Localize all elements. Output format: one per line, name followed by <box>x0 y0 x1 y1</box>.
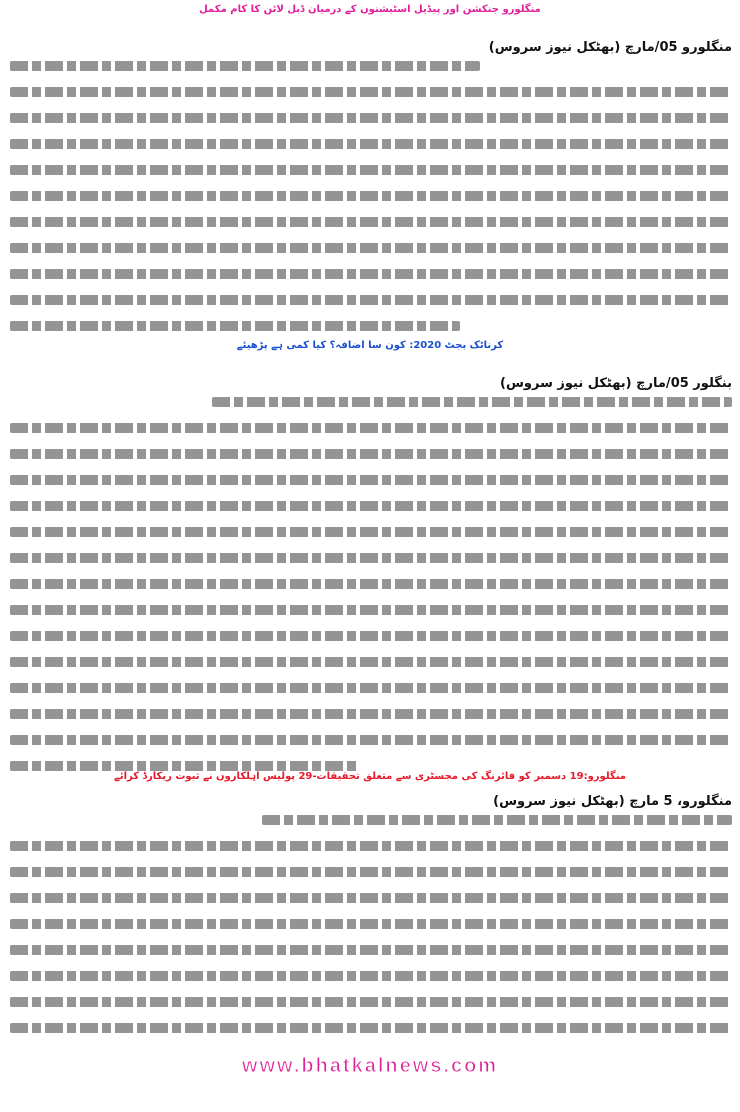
text-line <box>10 269 732 279</box>
text-line <box>10 139 732 149</box>
text-line <box>10 579 732 589</box>
text-line <box>10 683 732 693</box>
article-2-body <box>0 393 740 763</box>
text-line <box>10 553 732 563</box>
text-line <box>10 449 732 459</box>
article-1-byline: منگلورو 05/مارچ (بھٹکل نیوز سروس) <box>488 40 732 55</box>
text-line <box>10 971 732 981</box>
text-line <box>10 657 732 667</box>
text-line <box>10 165 732 175</box>
article-3-body <box>0 811 740 1031</box>
article-3-headline: منگلورو:19 دسمبر کو فائرنگ کی مجسٹری سے متعلق تحقیقات-29 پولیس اہلکاروں نے ثبوت ریکارڈ کرائے <box>113 771 626 782</box>
text-line <box>10 501 732 511</box>
article-2 <box>0 340 740 763</box>
text-line <box>10 893 732 903</box>
text-line <box>10 191 732 201</box>
text-line <box>10 867 732 877</box>
text-line <box>10 605 732 615</box>
article-2-headline: کرناٹک بجٹ 2020: کون سا اضافہ؟ کیا کمی ہے پڑھیئے <box>236 340 504 351</box>
text-line <box>10 217 732 227</box>
text-line <box>10 527 732 537</box>
text-line <box>212 397 732 407</box>
article-1-headline: منگلورو جنکشن اور پیڈیل اسٹیشنوں کے درمیان ڈبل لائن کا کام مکمل <box>199 4 541 15</box>
text-line <box>10 113 732 123</box>
footer-site-link[interactable]: www.bhatkalnews.com <box>241 1054 499 1077</box>
text-line <box>10 841 732 851</box>
text-line <box>262 815 732 825</box>
text-line <box>10 61 480 71</box>
text-line <box>10 321 460 331</box>
article-1 <box>0 4 740 357</box>
text-line <box>10 945 732 955</box>
text-line <box>10 87 732 97</box>
article-1-body <box>0 57 740 357</box>
text-line <box>10 295 732 305</box>
text-line <box>10 243 732 253</box>
text-line <box>10 735 732 745</box>
text-line <box>10 423 732 433</box>
article-3 <box>0 762 740 1031</box>
article-2-byline: بنگلور 05/مارچ (بھٹکل نیوز سروس) <box>500 376 732 391</box>
article-3-byline: منگلورو، 5 مارچ (بھٹکل نیوز سروس) <box>493 794 732 809</box>
text-line <box>10 475 732 485</box>
text-line <box>10 631 732 641</box>
text-line <box>10 997 732 1007</box>
text-line <box>10 919 732 929</box>
text-line <box>10 709 732 719</box>
